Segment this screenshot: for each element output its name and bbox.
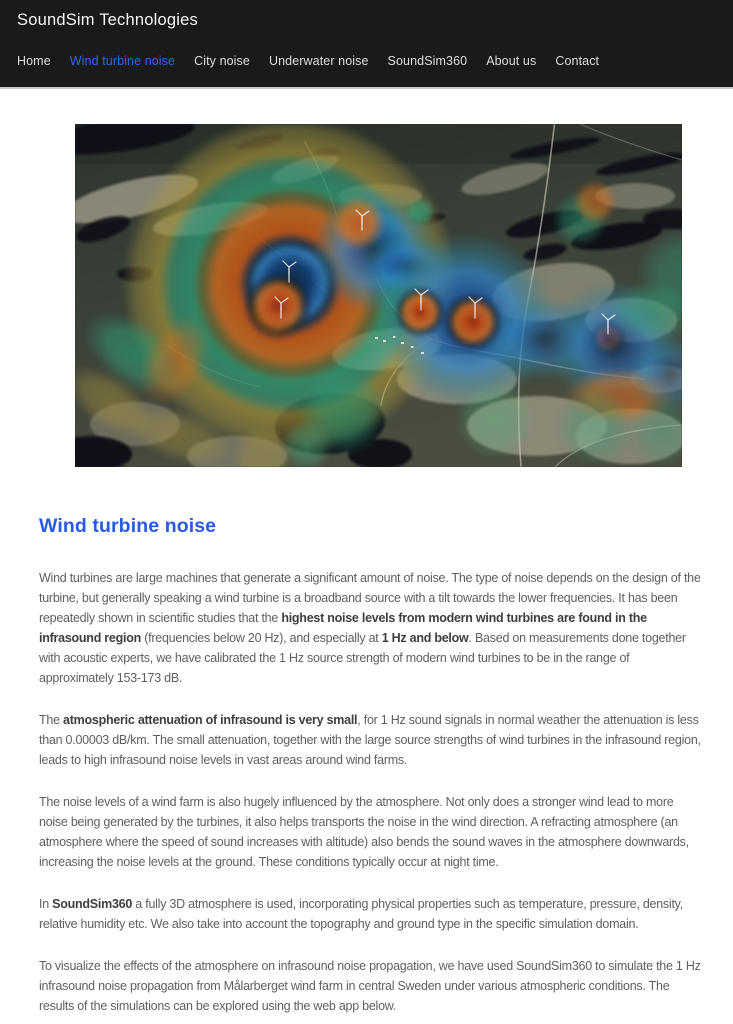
site-header: [0, 0, 733, 89]
paragraph-attenuation: The atmospheric attenuation of infrasound is very small, for 1 Hz sound signals in normal weather the attenuation is less than 0.00003 dB/km. The small attenuation, together with the large source strengths of wind turbines in the infrasound region, leads to high infrasound noise levels in vast areas around wind farms.: [39, 713, 701, 767]
paragraph-atmosphere-influence: The noise levels of a wind farm is also hugely influenced by the atmosphere. Not only does a stronger wind lead to more noise being generated by the turbines, it also helps transports the noise in the wind direction. A refracting atmosphere (an atmosphere where the speed of sound increases with altitude) also bends the sound waves in the atmosphere downwards, increasing the noise levels at the ground. These conditions typically occur at night time.: [39, 795, 689, 869]
nav-item-home[interactable]: Home: [17, 54, 51, 68]
main-nav: [17, 54, 599, 68]
nav-item-about-us[interactable]: About us: [486, 54, 537, 68]
wind-farm-noise-simulation-image: [75, 124, 682, 467]
nav-item-wind-turbine-noise[interactable]: Wind turbine noise: [69, 54, 176, 68]
site-title: SoundSim Technologies: [17, 11, 198, 29]
nav-item-soundsim360[interactable]: SoundSim360: [387, 54, 468, 68]
paragraph-simulation: To visualize the effects of the atmosphere on infrasound noise propagation, we have used SoundSim360 to simulate the 1 Hz infrasound noise propagation from Målarberget wind farm in central Sweden under various atmospheric conditions. The results of the simulations can be explored using the web app below.: [39, 959, 701, 1013]
paragraph-soundsim360: In SoundSim360 a fully 3D atmosphere is used, incorporating physical properties such as temperature, pressure, density, relative humidity etc. We also take into account the topography and ground type in the specific simulation domain.: [39, 897, 683, 931]
page-title: Wind turbine noise: [39, 515, 217, 537]
nav-item-city-noise[interactable]: City noise: [194, 54, 250, 68]
article-wind-turbine-noise: [0, 515, 712, 1016]
nav-item-underwater-noise[interactable]: Underwater noise: [268, 54, 369, 68]
nav-item-contact[interactable]: Contact: [555, 54, 600, 68]
paragraph-intro: Wind turbines are large machines that generate a significant amount of noise. The type of noise depends on the design of the turbine, but generally speaking a wind turbine is a broadband source with a tilt towards the lower frequencies. It has been repeatedly shown in scientific studies that the highest noise levels from modern wind turbines are found in the infrasound region (frequencies below 20 Hz), and especially at 1 Hz and below. Based on measurements done together with acoustic experts, we have calibrated the 1 Hz source strength of modern wind turbines to be in the range of approximately 153-173 dB.: [39, 571, 701, 685]
